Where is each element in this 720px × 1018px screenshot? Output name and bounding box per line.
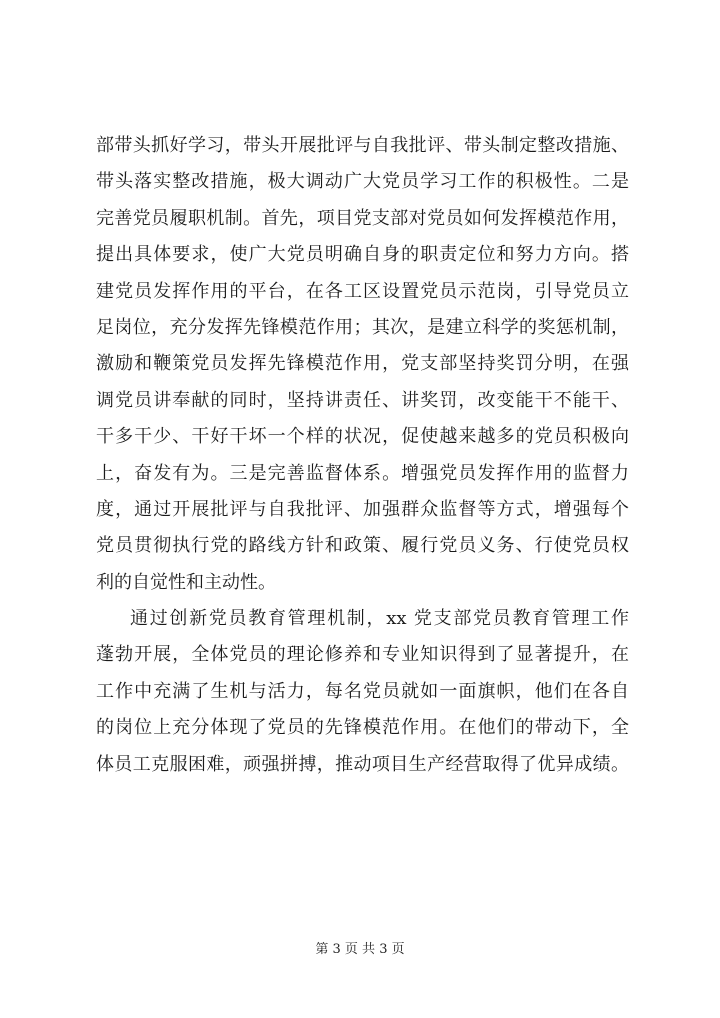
- text-line: 调党员讲奉献的同时，坚持讲责任、讲奖罚，改变能干不能干、: [96, 389, 629, 411]
- text-line: 党员贯彻执行党的路线方针和政策、履行党员义务、行使党员权: [96, 535, 629, 557]
- text-line: 通过创新党员教育管理机制，xx 党支部党员教育管理工作: [130, 608, 629, 630]
- text-line: 带头落实整改措施，极大调动广大党员学习工作的积极性。二是: [96, 171, 629, 193]
- text-line: 工作中充满了生机与活力，每名党员就如一面旗帜，他们在各自: [96, 680, 629, 702]
- paragraph-1: [96, 128, 629, 601]
- text-line: 利的自觉性和主动性。: [96, 571, 276, 593]
- text-line: 干多干少、干好干坏一个样的状况，促使越来越多的党员积极向: [96, 426, 629, 448]
- paragraph-2: [96, 601, 629, 783]
- text-line: 度，通过开展批评与自我批评、加强群众监督等方式，增强每个: [96, 498, 629, 520]
- text-line: 部带头抓好学习，带头开展批评与自我批评、带头制定整改措施、: [96, 135, 629, 156]
- text-line: 建党员发挥作用的平台，在各工区设置党员示范岗，引导党员立: [96, 280, 629, 302]
- text-line: 激励和鞭策党员发挥先锋模范作用，党支部坚持奖罚分明，在强: [96, 353, 629, 375]
- text-line: 足岗位，充分发挥先锋模范作用；其次，是建立科学的奖惩机制，: [96, 316, 629, 338]
- text-line: 完善党员履职机制。首先，项目党支部对党员如何发挥模范作用，: [96, 207, 629, 229]
- body-text: [96, 128, 629, 783]
- text-line: 上，奋发有为。三是完善监督体系。增强党员发挥作用的监督力: [96, 462, 629, 484]
- text-line: 提出具体要求，使广大党员明确自身的职责定位和努力方向。搭: [96, 244, 629, 266]
- text-line: 体员工克服困难，顽强拼搏，推动项目生产经营取得了优异成绩。: [96, 753, 629, 775]
- text-line: 蓬勃开展，全体党员的理论修养和专业知识得到了显著提升，在: [96, 644, 629, 666]
- page-footer: 第 3 页 共 3 页: [315, 942, 405, 957]
- text-line: 的岗位上充分体现了党员的先锋模范作用。在他们的带动下，全: [96, 717, 629, 739]
